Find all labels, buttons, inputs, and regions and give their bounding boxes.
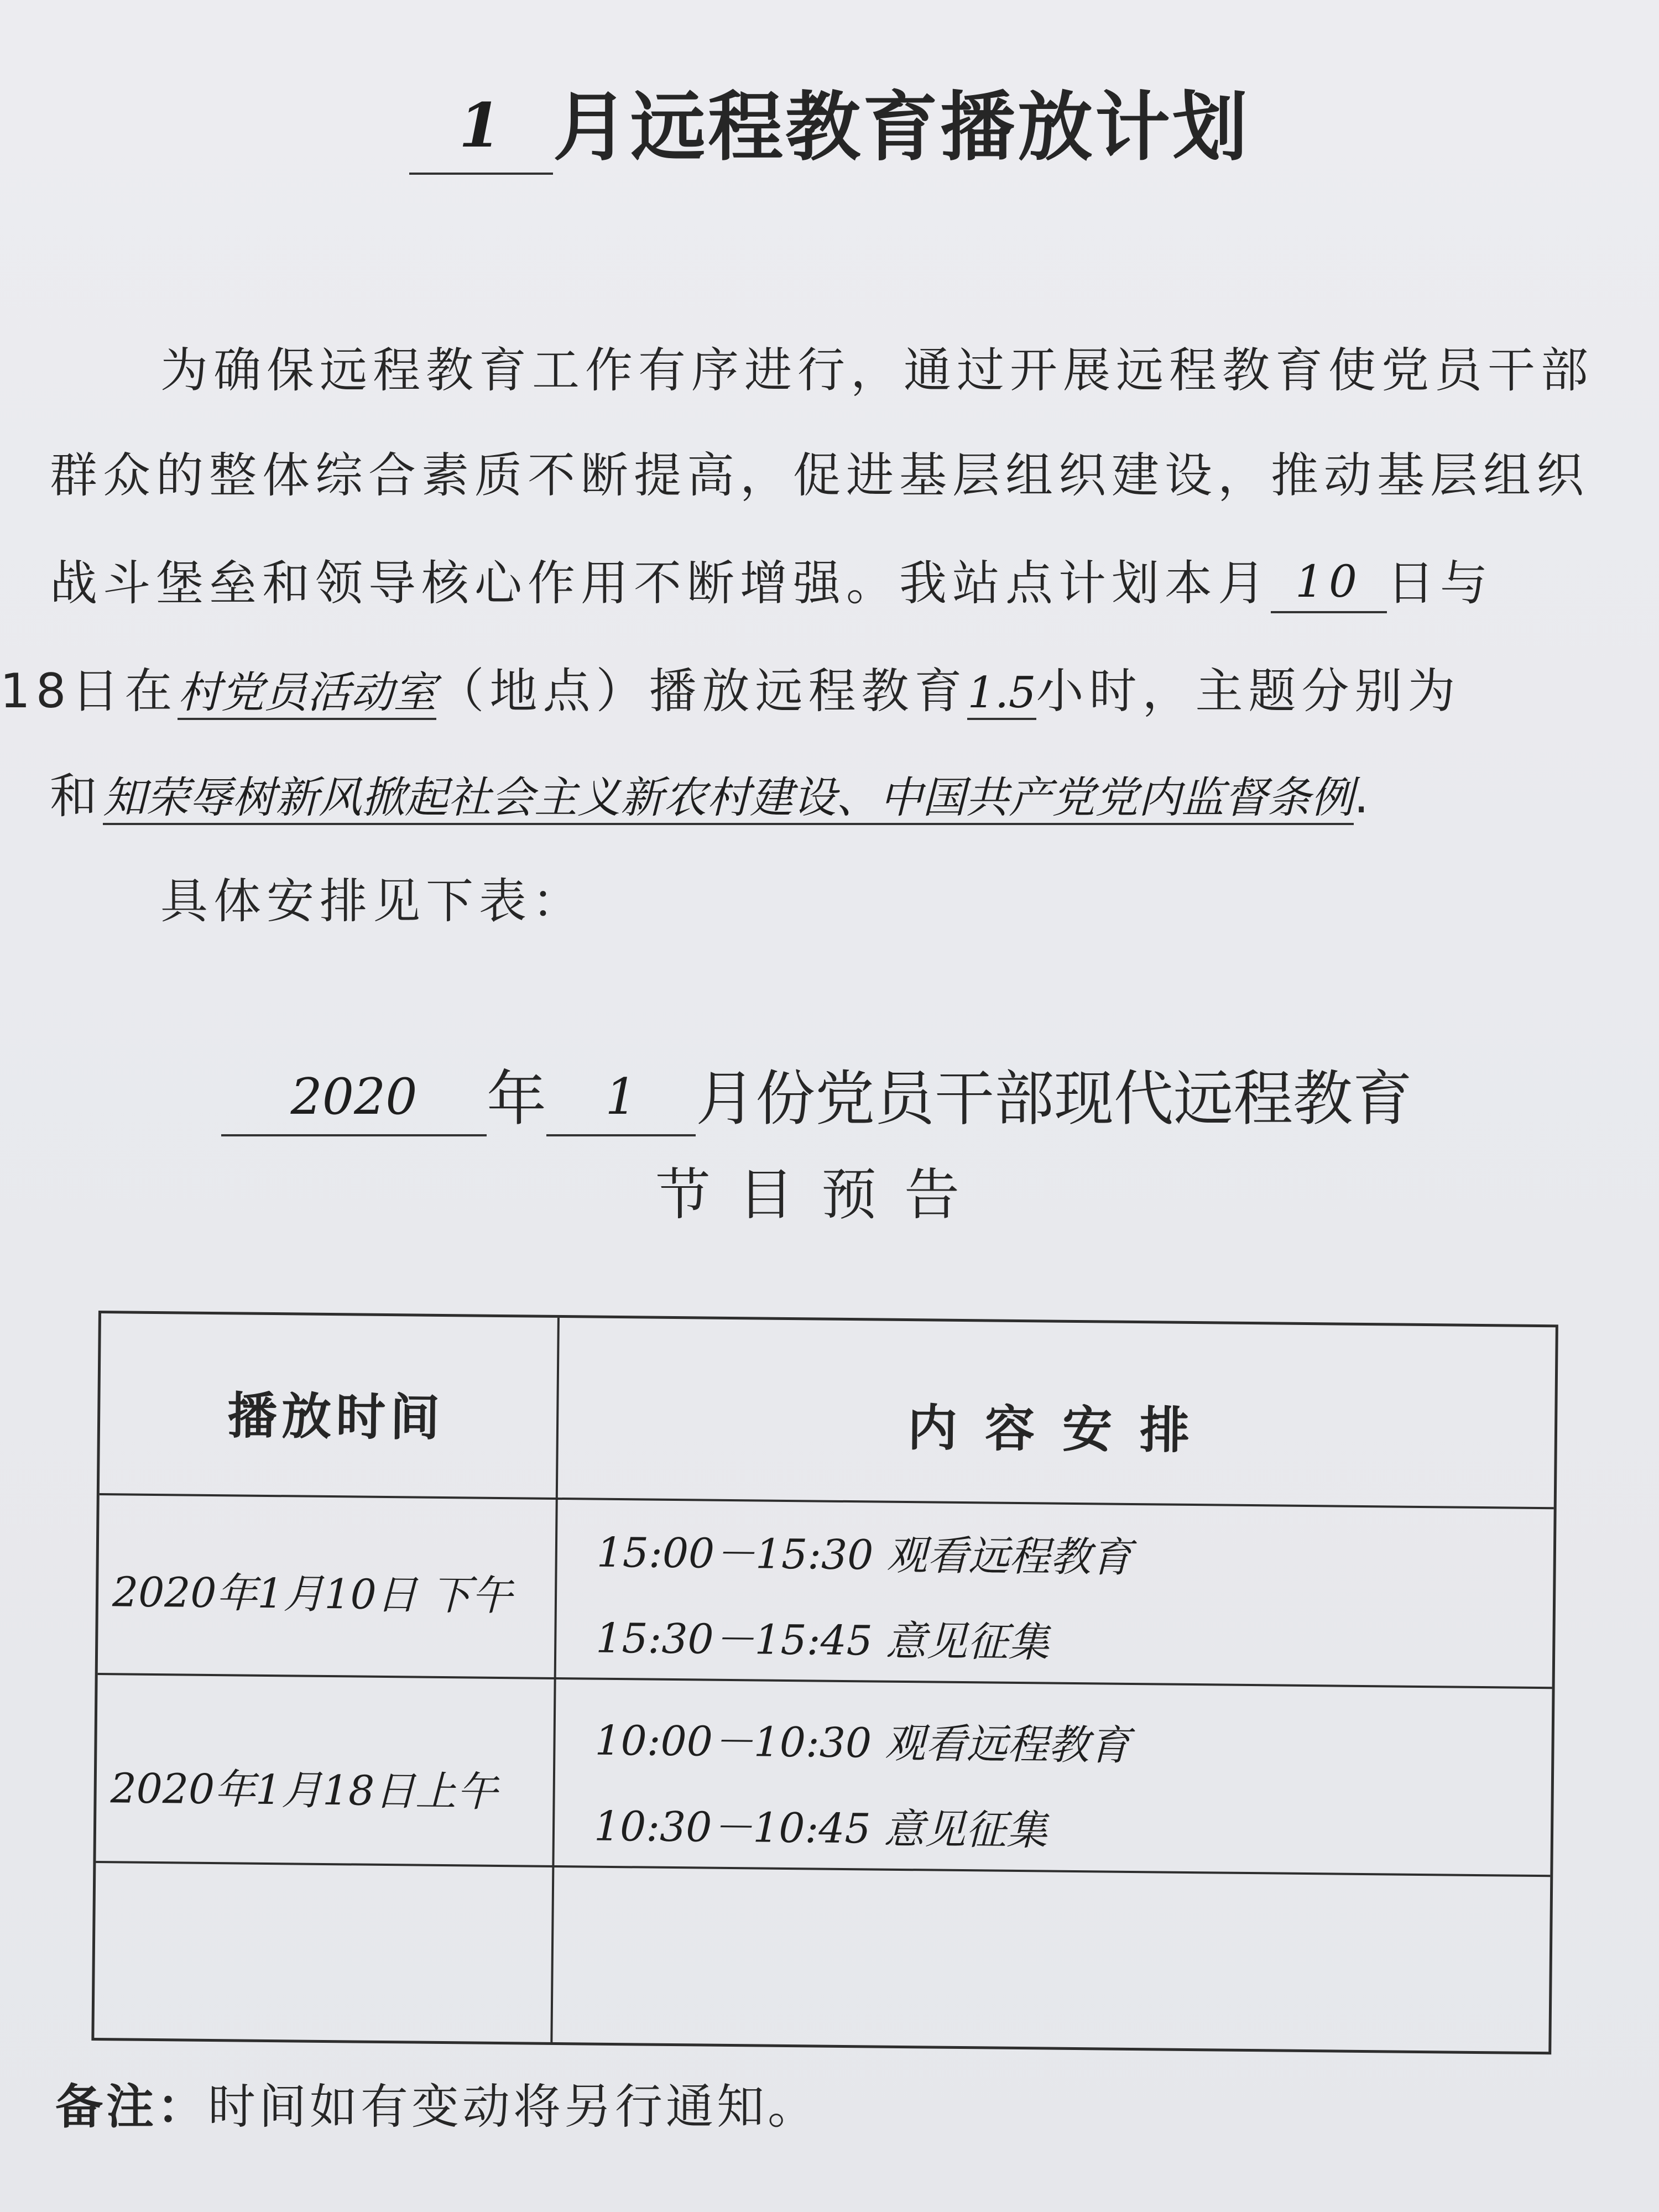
paragraph-line-1: 为确保远程教育工作有序进行，通过开展远程教育使党员干部 [160, 343, 1594, 398]
remark-text: 时间如有变动将另行通知。 [208, 2079, 818, 2135]
header-content: 内容安排 [907, 1399, 1218, 1460]
paragraph-line-5-end: . [1354, 769, 1375, 824]
schedule-heading [221, 1051, 1412, 1136]
paragraph-line-3-text: 战斗堡垒和领导核心作用不断增强。我站点计划本月 [50, 556, 1271, 611]
paragraph-line-5 [50, 758, 1620, 826]
paragraph-line-6: 具体安排见下表： [160, 874, 585, 929]
location-handwritten: 村党员活动室 [178, 668, 436, 720]
column-divider [550, 1318, 560, 2042]
row-2-item-1: 10:00－10:30 观看远程教育 [594, 1717, 1130, 1770]
remark [55, 2068, 818, 2137]
row-2-time: 2020年1月18日上午 [110, 1765, 498, 1816]
month-blank: 1 [546, 1068, 696, 1136]
row-divider [100, 1493, 1554, 1509]
row-1-item-1: 15:00－15:30 观看远程教育 [596, 1528, 1133, 1582]
header-time: 播放时间 [227, 1387, 445, 1448]
row-divider [96, 1861, 1550, 1877]
title-text: 月远程教育播放计划 [553, 84, 1250, 171]
hours-handwritten: 1.5 [967, 668, 1036, 720]
paragraph-line-3 [50, 545, 1620, 613]
paragraph-line-4-mid: （地点）播放远程教育 [436, 664, 968, 719]
topics-handwritten: 知荣辱树新风掀起社会主义新农村建设、中国共产党党内监督条例 [103, 773, 1354, 825]
row-divider [98, 1673, 1552, 1689]
schedule-subtitle: 节目预告 [655, 1162, 987, 1227]
row-1-item-2: 15:30－15:45 意见征集 [595, 1614, 1050, 1667]
date-blank: 10 [1271, 556, 1387, 613]
page-title [409, 66, 1250, 175]
paragraph-line-2: 群众的整体综合素质不断提高，促进基层组织建设，推动基层组织 [50, 448, 1589, 503]
paragraph-line-4-end: 小时，主题分别为 [1036, 664, 1461, 719]
title-month-blank: 1 [409, 90, 553, 175]
paragraph-line-4-start: 18日在 [0, 664, 178, 719]
row-1-time: 2020年1月10日 下午 [112, 1568, 513, 1620]
year-blank: 2020 [221, 1068, 487, 1136]
schedule-table [91, 1311, 1558, 2054]
paragraph-line-4 [0, 653, 1571, 721]
paragraph-line-5-start: 和 [50, 769, 103, 824]
paragraph-line-3-end: 日与 [1387, 556, 1493, 611]
row-2-item-2: 10:30－10:45 意见征集 [593, 1802, 1048, 1855]
year-label: 年 [487, 1065, 547, 1134]
remark-label: 备注： [55, 2079, 208, 2135]
schedule-heading-text: 月份党员干部现代远程教育 [696, 1065, 1413, 1134]
